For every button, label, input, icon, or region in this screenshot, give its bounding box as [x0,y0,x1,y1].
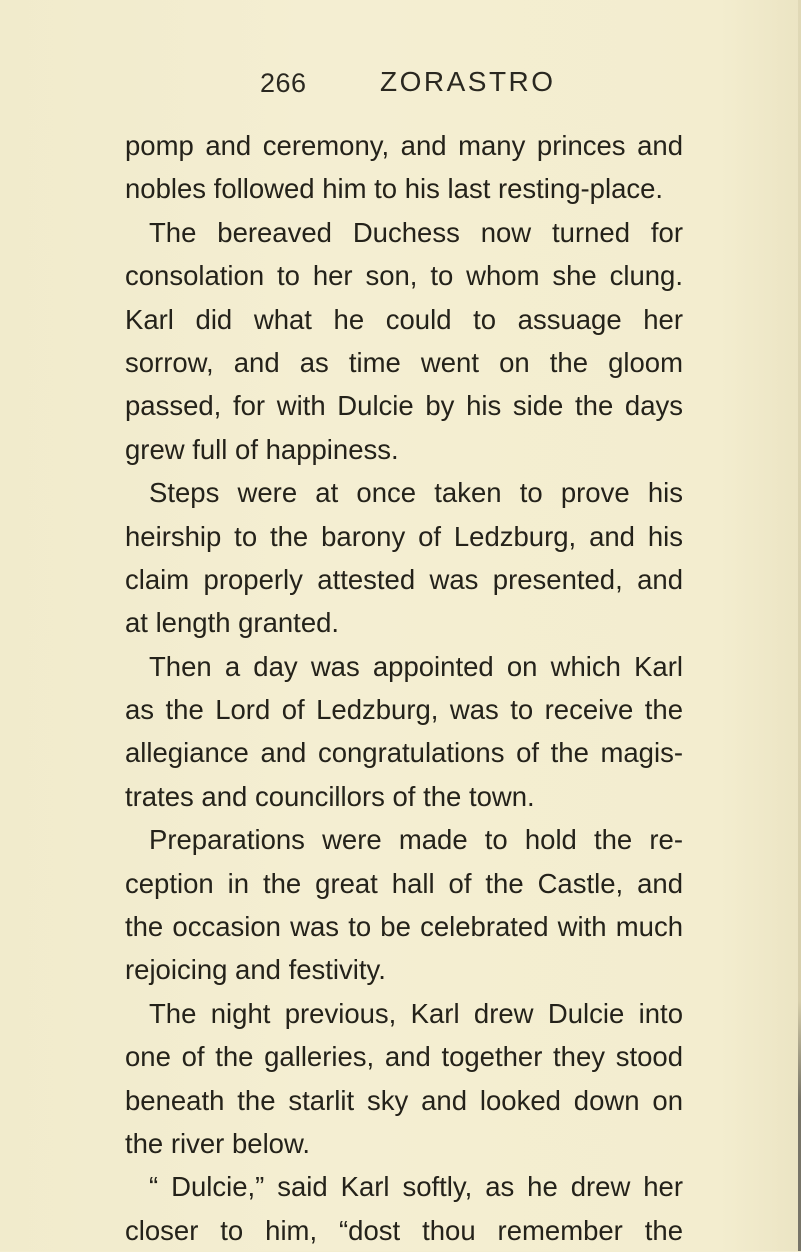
text-line: claim properly attested was presented, and [125,563,683,595]
text-line: at length granted. [125,607,340,639]
running-title: ZORASTRO [380,66,556,97]
text-line: The bereaved Duchess now turned for [149,216,683,248]
text-line: Steps were at once taken to prove his [149,477,683,509]
text-line: ception in the great hall of the Castle, and [125,867,683,899]
text-line: rejoicing and festivity. [125,954,386,986]
text-line: allegiance and congratulations of the magis- [125,737,683,769]
text-line: sorrow, and as time went on the gloom [125,346,683,378]
text-line: one of the galleries, and together they stood [125,1041,683,1073]
text-line: trates and councillors of the town. [125,780,535,812]
text-line: The night previous, Karl drew Dulcie into [149,997,683,1029]
page-number: 266 [260,68,307,98]
text-line: closer to him, “dost thou remember the [125,1214,683,1246]
text-line: the occasion was to be celebrated with much [125,911,683,943]
text-line: grew full of happiness. [125,433,399,465]
text-line: consolation to her son, to whom she clung. [125,260,683,292]
body-text [125,124,683,1252]
text-line: Then a day was appointed on which Karl [149,650,683,682]
text-line: Preparations were made to hold the re- [149,824,683,856]
page-header [260,66,560,110]
text-line: Karl did what he could to assuage her [125,303,683,335]
text-line: nobles followed him to his last resting-place. [125,173,664,205]
text-line: passed, for with Dulcie by his side the days [125,390,683,422]
text-line: as the Lord of Ledzburg, was to receive the [125,694,683,726]
text-line: the river below. [125,1127,310,1159]
text-line: heirship to the barony of Ledzburg, and his [125,520,683,552]
text-line: beneath the starlit sky and looked down on [125,1084,683,1116]
text-line: “ Dulcie,” said Karl softly, as he drew her [149,1171,683,1203]
text-line: pomp and ceremony, and many princes and [125,130,683,161]
